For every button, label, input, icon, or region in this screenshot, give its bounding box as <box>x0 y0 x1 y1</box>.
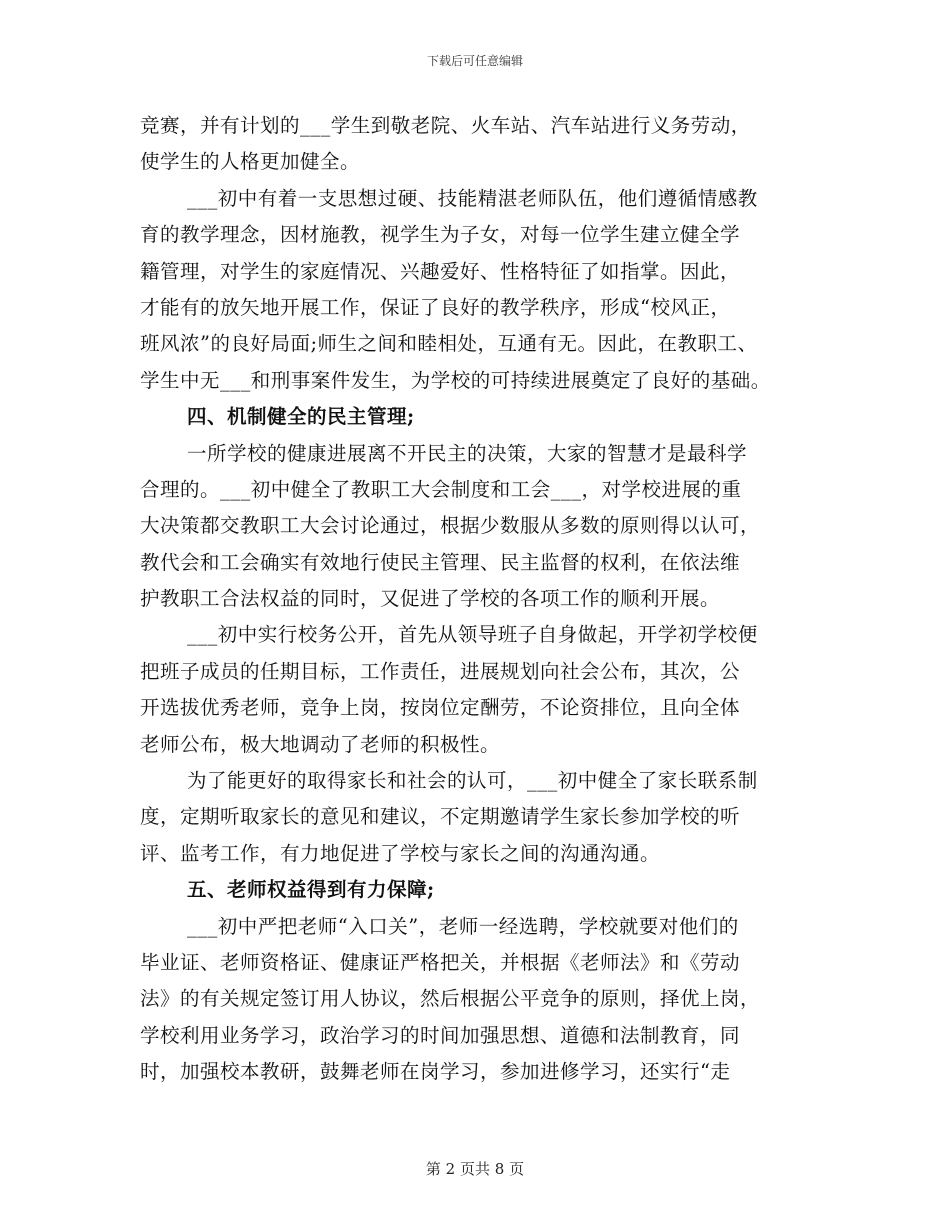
paragraph-line: 大决策都交教职工大会讨论通过，根据少数服从多数的原则得以认可， <box>140 514 761 538</box>
paragraph-line: 护教职工合法权益的同时，又促进了学校的各项工作的顺利开展。 <box>140 587 721 611</box>
paragraph-line: 把班子成员的任期目标，工作责任，进展规划向社会公布，其次，公 <box>140 659 741 683</box>
paragraph-line: 时，加强校本教研，鼓舞老师在岗学习，参加进修学习，还实行“走 <box>140 1060 731 1084</box>
paragraph-line: 班风浓”的良好局面;师生之间和睦相处，互通有无。因此，在教职工、 <box>140 332 758 356</box>
paragraph-line: 度，定期听取家长的意见和建议，不定期邀请学生家长参加学校的听 <box>140 805 741 829</box>
paragraph-line: 法》的有关规定签订用人协议，然后根据公平竞争的原则，择优上岗， <box>140 987 761 1011</box>
paragraph-line: 一所学校的健康进展离不开民主的决策，大家的智慧才是最科学 <box>187 441 748 465</box>
paragraph-line: 学生中无___和刑事案件发生，为学校的可持续进展奠定了良好的基础。 <box>140 368 771 392</box>
paragraph-line: 毕业证、老师资格证、健康证严格把关，并根据《老师法》和《劳动 <box>140 950 741 974</box>
paragraph-line: 学校利用业务学习，政治学习的时间加强思想、道德和法制教育，同 <box>140 1023 741 1047</box>
paragraph-line: 老师公布，极大地调动了老师的积极性。 <box>140 732 501 756</box>
document-body <box>140 108 820 1091</box>
paragraph-line: 竞赛，并有计划的___学生到敬老院、火车站、汽车站进行义务劳动， <box>140 114 751 137</box>
paragraph-line: ___初中严把老师“入口关”，老师一经选聘，学校就要对他们的 <box>187 914 739 938</box>
paragraph-line: 合理的。___初中健全了教职工大会制度和工会___，对学校进展的重 <box>140 477 742 501</box>
paragraph-line: 评、监考工作，有力地促进了学校与家长之间的沟通沟通。 <box>140 841 661 865</box>
paragraph-line: ___初中有着一支思想过硬、技能精湛老师队伍，他们遵循情感教 <box>187 186 758 210</box>
section-heading: 四、机制健全的民主管理; <box>187 405 415 429</box>
page-header: 下载后可任意编辑 <box>426 54 523 68</box>
section-heading: 五、老师权益得到有力保障; <box>187 878 435 902</box>
paragraph-line: 育的教学理念，因材施教，视学生为子女，对每一位学生建立健全学 <box>140 223 741 247</box>
paragraph-line: 才能有的放矢地开展工作，保证了良好的教学秩序，形成“校风正， <box>140 295 731 319</box>
page-footer: 第 2 页共 8 页 <box>425 1160 525 1178</box>
paragraph-line: 开选拔优秀老师，竞争上岗，按岗位定酬劳，不论资排位，且向全体 <box>140 696 741 720</box>
paragraph-line: 籍管理，对学生的家庭情况、兴趣爱好、性格特征了如指掌。因此， <box>140 259 741 283</box>
paragraph-line: ___初中实行校务公开，首先从领导班子自身做起，开学初学校便 <box>187 623 758 647</box>
paragraph-line: 教代会和工会确实有效地行使民主管理、民主监督的权利，在依法维 <box>140 550 741 574</box>
paragraph-line: 使学生的人格更加健全。 <box>140 150 361 174</box>
paragraph-line: 为了能更好的取得家长和社会的认可，___初中健全了家长联系制 <box>187 769 758 793</box>
